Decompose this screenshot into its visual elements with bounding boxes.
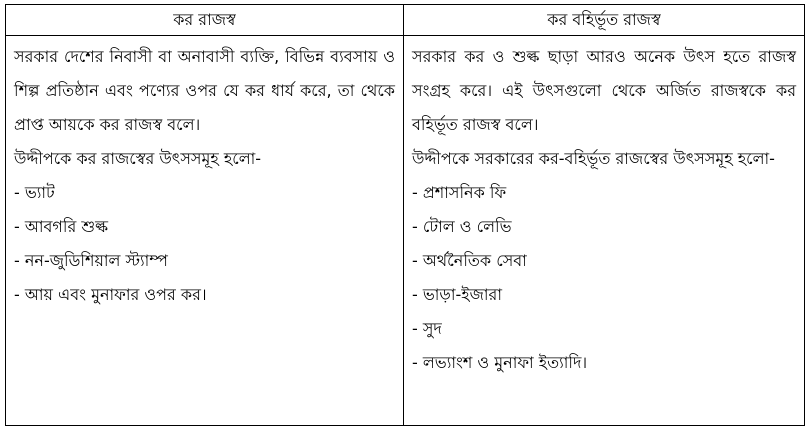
revenue-comparison-table xyxy=(5,4,805,426)
header-non-tax-revenue: কর বহির্ভূত রাজস্ব xyxy=(404,5,805,36)
list-item: - অর্থনৈতিক সেবা xyxy=(412,251,527,270)
header-tax-revenue: কর রাজস্ব xyxy=(6,5,404,36)
list-item: - প্রশাসনিক ফি xyxy=(412,183,507,202)
list-item: - লভ্যাংশ ও মুনাফা ইত্যাদি। xyxy=(412,353,588,372)
list-item: - ভাড়া-ইজারা xyxy=(412,285,502,304)
list-item: - টোল ও লেভি xyxy=(412,217,512,236)
list-item: - আবগরি শুল্ক xyxy=(14,217,109,236)
tax-revenue-sources-list xyxy=(14,176,395,312)
list-item: - সুদ xyxy=(412,319,442,338)
non-tax-revenue-sources-list xyxy=(412,176,796,380)
header-row xyxy=(6,5,805,36)
non-tax-revenue-sources-intro: উদ্দীপকে সরকারের কর-বহির্ভূত রাজস্বের উৎসসমূহ হলো- xyxy=(412,149,775,168)
tax-revenue-cell xyxy=(6,36,404,426)
content-row xyxy=(6,36,805,426)
tax-revenue-sources-intro: উদ্দীপকে কর রাজস্বের উৎসসমূহ হলো- xyxy=(14,149,262,168)
non-tax-revenue-cell xyxy=(404,36,805,426)
non-tax-revenue-definition: সরকার কর ও শুল্ক ছাড়া আরও অনেক উৎস হতে রাজস্ব সংগ্রহ করে। এই উৎসগুলো থেকে অর্জিত রাজস্বকে কর বহির্ভূত রাজস্ব বলে। xyxy=(412,47,796,134)
list-item: - আয় এবং মুনাফার ওপর কর। xyxy=(14,285,207,304)
list-item: - নন-জুডিশিয়াল স্ট্যাম্প xyxy=(14,251,168,270)
list-item: - ভ্যাট xyxy=(14,183,55,202)
tax-revenue-definition: সরকার দেশের নিবাসী বা অনাবাসী ব্যক্তি, বিভিন্ন ব্যবসায় ও শিল্প প্রতিষ্ঠান এবং পণ্যের ওপর যে কর ধার্য করে, তা থেকে প্রাপ্ত আয়কে কর রাজস্ব বলে। xyxy=(14,47,395,134)
